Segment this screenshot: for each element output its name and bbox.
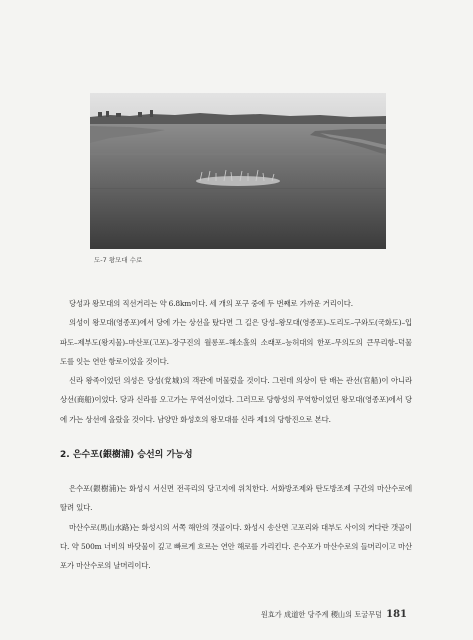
body-text-block-2 bbox=[60, 479, 412, 575]
figure-caption: 도-7 왕모대 수로 bbox=[94, 256, 143, 264]
paragraph: 당성과 왕모대의 직선거리는 약 6.8km이다. 세 개의 포구 중에 두 번째로 가까운 거리이다. bbox=[69, 299, 353, 308]
waterway-photo-image bbox=[90, 93, 386, 249]
paragraph: 신라 왕족이었던 의성은 당성(党城)의 객관에 머물렀을 것이다. 그런데 의상이 탄 배는 관선(官船)이 아니라 상선(商船)이었다. 당과 신라를 오고가는 무역선이었다. 그러므로 당항성의 무역항이었던 왕모대(영종포)에서 당에 가는 상선에 올랐을 것이다. 남양만 화성호의 왕모대를 신라 제1의 당항진으로 본다. bbox=[60, 376, 412, 424]
section-heading: 2. 은수포(銀樹浦) 승선의 가능성 bbox=[60, 450, 193, 460]
paragraph: 의성이 왕모대(영종포)에서 당에 가는 상선을 탔다면 그 길은 당성–왕모대(영종포)–도리도–구와도(국화도)–입파도–제부도(왕지물)–마산포(고포)–장구진의 월롱포–해소홀의 소래포–능허대의 한포–무의도의 큰무리항–덕물도를 잇는 연안 항로이었을 것이다. bbox=[60, 318, 412, 366]
paragraph: 마산수로(馬山水路)는 화성시의 서쪽 해안의 갯골이다. 화성시 송산면 고포리와 대부도 사이의 커다란 갯골이다. 약 500m 너비의 바닷물이 깊고 빠르게 흐르는 연안 해로를 가리킨다. 은수포가 마산수로의 들머리이고 마산포가 마산수로의 날머리이다. bbox=[60, 522, 412, 571]
page-number: 181 bbox=[386, 609, 407, 620]
figure-photo bbox=[90, 93, 386, 249]
running-title: 원효가 成道한 당주계 稷山의 토굴무덤 bbox=[260, 610, 383, 619]
paragraph: 은수포(銀樹浦)는 화성시 서신면 전곡리의 당고지에 위치한다. 서화방조제와 탄도방조제 구간의 마산수로에 딸려 있다. bbox=[60, 484, 412, 513]
page-footer bbox=[261, 609, 407, 620]
body-text-block-1 bbox=[60, 294, 412, 429]
